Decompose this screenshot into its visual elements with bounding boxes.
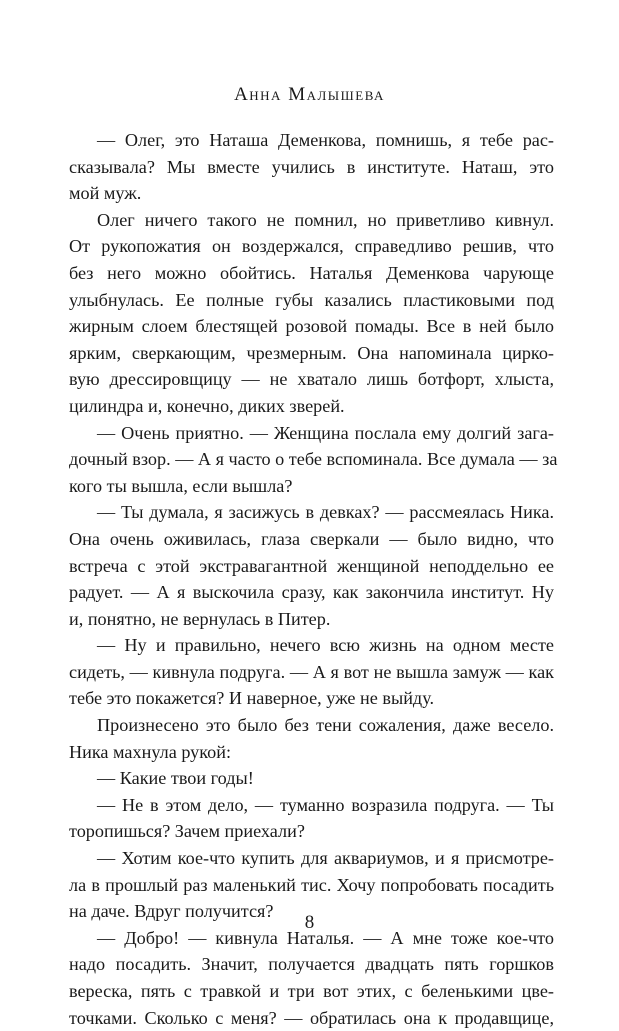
text-line: кого ты вышла, если вышла? (69, 475, 293, 496)
page-number: 8 (304, 912, 315, 933)
text-line: Ника махнула рукой: (69, 741, 232, 762)
text-line: — Не в этом дело, — туманно возразила подруга. — Ты (97, 794, 554, 815)
text-line: надо посадить. Значит, получается двадцать пять горшков (69, 954, 554, 975)
text-line: цилиндра и, конечно, диких зверей. (69, 395, 345, 416)
text-line: ла в прошлый раз маленький тис. Хочу попробовать посадить (69, 874, 554, 895)
text-line: тебе это покажется? И наверное, уже не выйду. (69, 688, 435, 709)
text-line: сказывала? Мы вместе учились в институте. Наташ, это (69, 156, 554, 177)
body-text (69, 127, 558, 1031)
text-line: — Хотим кое-что купить для аквариумов, и я присмотре- (97, 848, 554, 869)
text-line: — Ну и правильно, нечего всю жизнь на одном месте (97, 635, 554, 656)
text-line: Она очень оживилась, глаза сверкали — было видно, что (69, 528, 554, 549)
text-line: сидеть, — кивнула подруга. — А я вот не вышла замуж — как (69, 661, 554, 682)
text-line: на даче. Вдруг получится? (69, 901, 274, 922)
text-line: вереска, пять с травкой и три вот этих, с беленькими цве- (69, 981, 554, 1001)
text-line: Произнесено это было без тени сожаления, даже весело. (97, 715, 554, 736)
text-line: — Олег, это Наташа Деменкова, помнишь, я тебе рас- (97, 130, 554, 150)
text-line: точками. Сколько с меня? — обратилась она к продавщице, (69, 1007, 554, 1028)
text-line: улыбнулась. Ее полные губы казались пластиковыми под (69, 289, 554, 310)
text-line: — Очень приятно. — Женщина послала ему долгий зага- (97, 422, 554, 443)
text-line: без него можно обойтись. Наталья Деменкова чарующе (69, 262, 554, 283)
text-line: От рукопожатия он воздержался, справедливо решив, что (69, 236, 554, 257)
text-line: — Добро! — кивнула Наталья. — А мне тоже кое-что (97, 927, 554, 948)
text-line: Олег ничего такого не помнил, но приветливо кивнул. (97, 209, 554, 230)
text-line: жирным слоем блестящей розовой помады. Все в ней было (69, 316, 554, 337)
text-line: радует. — А я выскочила сразу, как закончила институт. Ну (69, 582, 554, 603)
text-line: — Ты думала, я засижусь в девках? — рассмеялась Ника. (97, 502, 554, 523)
text-line: мой муж. (69, 183, 142, 204)
text-line: дочный взор. — А я часто о тебе вспоминала. Все думала — за (69, 449, 558, 470)
text-line: и, понятно, не вернулась в Питер. (69, 608, 331, 629)
running-head: Анна Малышева (234, 84, 385, 105)
text-line: вую дрессировщицу — не хватало лишь ботфорт, хлыста, (69, 369, 554, 390)
text-line: торопишься? Зачем приехали? (69, 821, 305, 842)
text-line: встреча с этой экстравагантной женщиной неподдельно ее (69, 555, 554, 576)
text-line: ярким, сверкающим, чрезмерным. Она напоминала цирко- (69, 342, 554, 363)
text-line: — Какие твои годы! (97, 768, 254, 789)
